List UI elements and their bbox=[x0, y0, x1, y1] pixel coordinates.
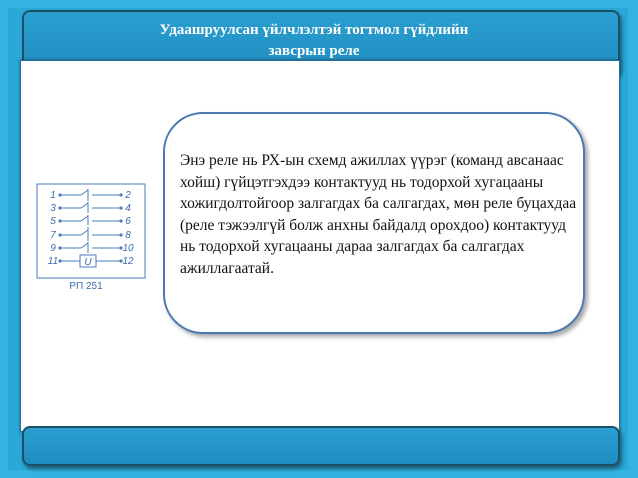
terminal-label-right-12: 12 bbox=[122, 256, 134, 267]
terminal-label-right-10: 10 bbox=[122, 243, 134, 254]
terminal-label-left-5: 5 bbox=[50, 216, 56, 227]
terminal-label-right-8: 8 bbox=[125, 230, 131, 241]
slide-title-line-2: завсрын реле bbox=[268, 43, 360, 59]
description-text: Энэ реле нь РХ-ын схемд ажиллах үүрэг (команд авсанаас хойш) гүйцэтгэхдээ контактууд нь тодорхой хугацааны хожигдолтойгоор залгагдах ба салгагдах, мөн реле буцахдаа (реле тэжээлгүй болж анхны байдалд орохдоо) контактууд нь тодорхой хугацааны дараа залгагдах ба салгагдах ажиллагаатай. bbox=[180, 152, 577, 277]
relay-coil-label: U bbox=[84, 257, 92, 268]
relay-schematic-svg bbox=[36, 183, 148, 293]
footer-banner bbox=[22, 426, 620, 466]
right-terminal-labels bbox=[122, 190, 134, 267]
terminal-label-left-3: 3 bbox=[50, 203, 56, 214]
terminal-label-left-1: 1 bbox=[50, 190, 56, 201]
relay-schematic bbox=[36, 183, 148, 293]
terminal-label-left-7: 7 bbox=[50, 230, 56, 241]
terminal-dots bbox=[58, 193, 122, 262]
contact-wiring bbox=[60, 189, 121, 261]
terminal-label-right-6: 6 bbox=[125, 216, 131, 227]
terminal-label-left-11: 11 bbox=[47, 256, 59, 267]
left-terminal-labels bbox=[48, 190, 58, 267]
terminal-label-left-9: 9 bbox=[50, 243, 56, 254]
terminal-label-right-2: 2 bbox=[125, 190, 131, 201]
terminal-label-right-4: 4 bbox=[125, 203, 131, 214]
relay-model-caption: РП 251 bbox=[69, 281, 103, 292]
slide-title-line-1: Удаашруулсан үйлчлэлтэй тогтмол гүйдлийн bbox=[159, 22, 469, 38]
slide-title bbox=[104, 20, 524, 62]
